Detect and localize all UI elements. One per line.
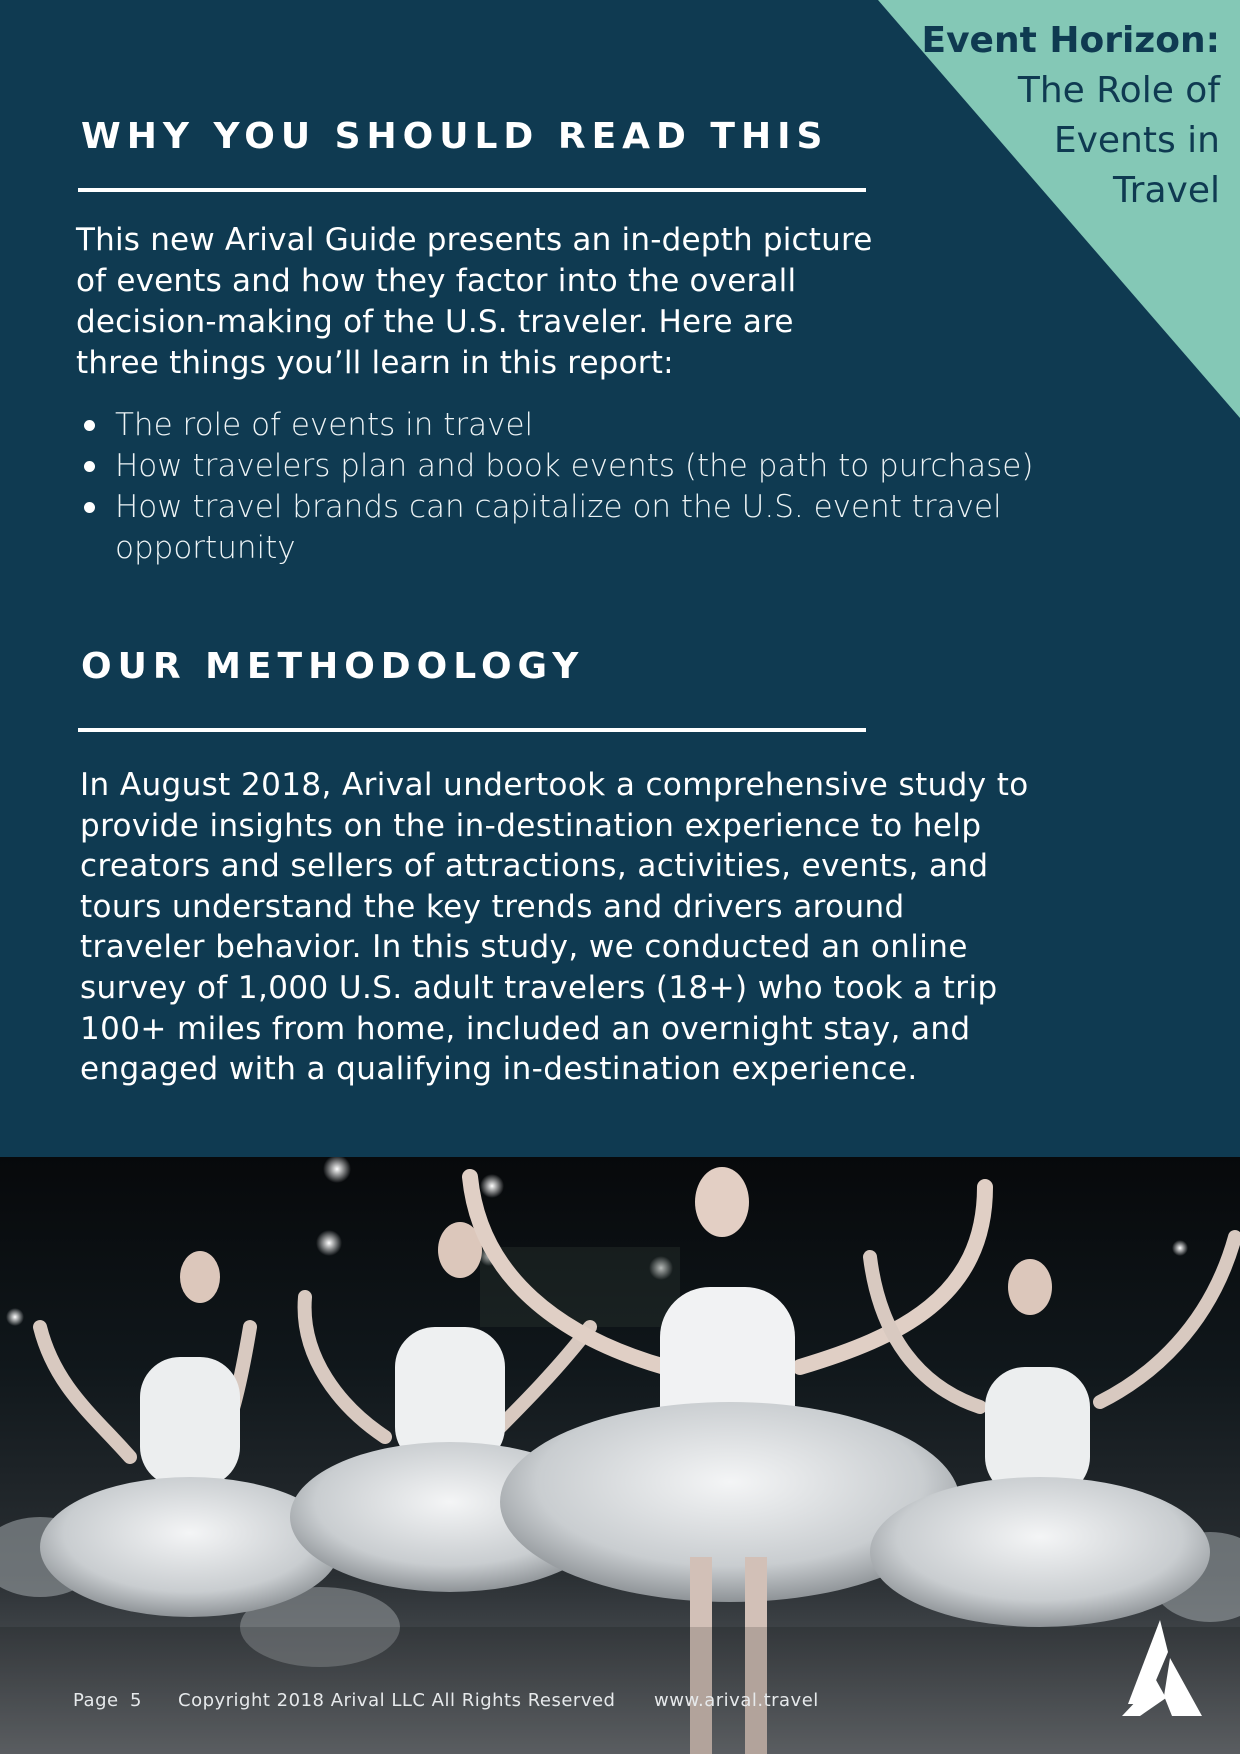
list-item — [82, 446, 1042, 487]
methodology-heading: OUR METHODOLOGY — [81, 646, 585, 687]
methodology-body: In August 2018, Arival undertook a comprehensive study to provide insights on the in-destination experience to help creators and sellers of attractions, activities, events, and tours understand the key trends and drivers around traveler behavior. In this study, we conducted an online survey of 1,000 U.S. adult travelers (18+) who took a trip 100+ miles from home, included an overnight stay, and engaged with a qualifying in-destination experience. — [80, 767, 1029, 1088]
arival-a-logo-icon — [1110, 1618, 1210, 1718]
report-title-line: Travel — [1112, 170, 1220, 211]
page-footer — [0, 1690, 1240, 1714]
bullet-icon — [84, 420, 95, 431]
copyright-text: Copyright 2018 Arival LLC All Rights Reserved — [178, 1690, 616, 1711]
report-title-line: The Role of — [1017, 70, 1220, 111]
bullet-icon — [84, 461, 95, 472]
methodology-divider — [78, 728, 866, 732]
why-heading: WHY YOU SHOULD READ THIS — [81, 116, 829, 157]
website-link[interactable]: www.arival.travel — [654, 1690, 819, 1711]
list-item-text: How travelers plan and book events (the path to purchase) — [115, 448, 1034, 484]
why-intro: This new Arival Guide presents an in-depth picture of events and how they factor into the overall decision-making of the U.S. traveler. Here are three things you’ll learn in this report: — [76, 222, 873, 381]
list-item — [82, 405, 1042, 446]
report-title-bold: Event Horizon: — [921, 20, 1220, 61]
ballet-photo-illustration — [0, 1157, 1240, 1754]
page-label: Page — [73, 1690, 119, 1711]
report-title-line: Events in — [1053, 120, 1220, 161]
learn-list — [82, 405, 1042, 569]
list-item — [82, 487, 1042, 569]
list-item-text: The role of events in travel — [115, 407, 534, 443]
bullet-icon — [84, 502, 95, 513]
ballet-photo — [0, 1157, 1240, 1754]
list-item-text: How travel brands can capitalize on the U.S. event travel opportunity — [115, 489, 1002, 566]
why-divider — [78, 188, 866, 192]
page-number: 5 — [130, 1690, 142, 1711]
report-title — [900, 16, 1220, 216]
